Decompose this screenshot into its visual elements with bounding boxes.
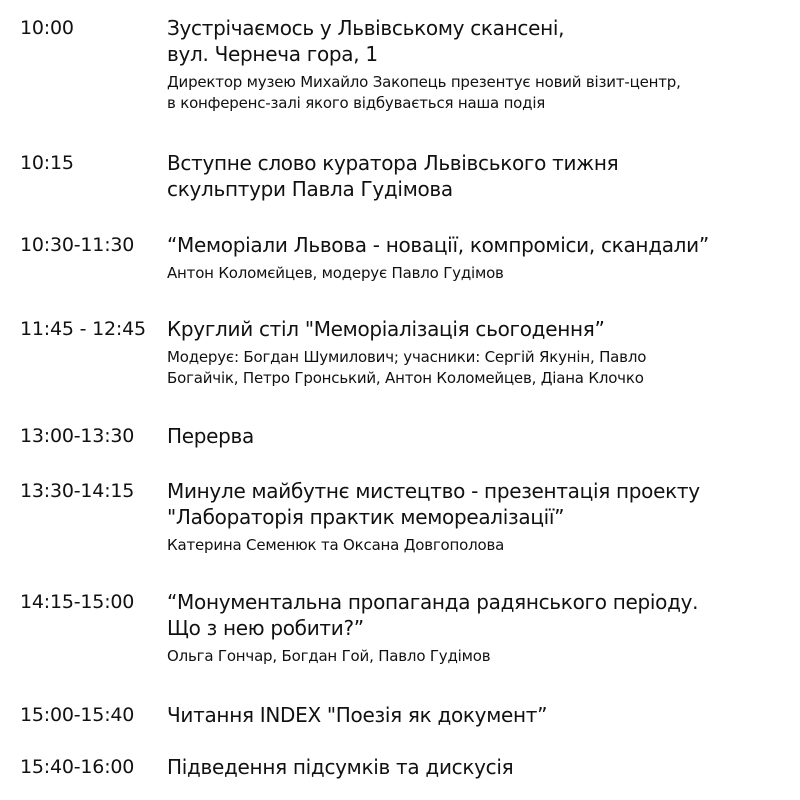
item-description (167, 263, 792, 284)
item-description (167, 646, 792, 667)
item-title-line: “Меморіали Львова - новації, компроміси, скандали” (167, 233, 709, 257)
item-title-line: Вступне слово куратора Львівського тижня (167, 151, 619, 175)
item-title-line: Минуле майбутнє мистецтво - презентація проекту (167, 479, 700, 503)
item-time: 13:30-14:15 (20, 480, 135, 502)
item-content (167, 15, 792, 114)
item-title-line: "Лабораторія практик мемореалізації” (167, 505, 565, 529)
item-title (167, 232, 792, 258)
item-description-line: Модерує: Богдан Шумилович; учасники: Сергій Якунін, Павло (167, 348, 647, 366)
item-time: 13:00-13:30 (20, 425, 135, 447)
item-title-line: Зустрічаємось у Львівському скансені, (167, 16, 565, 40)
item-title-line: Круглий стіл "Меморіалізація сьогодення” (167, 317, 605, 341)
item-title (167, 423, 792, 449)
item-description (167, 72, 792, 114)
item-description-line: Катерина Семенюк та Оксана Довгополова (167, 536, 505, 554)
item-content (167, 423, 792, 449)
item-time: 15:00-15:40 (20, 704, 135, 726)
item-content (167, 754, 792, 780)
item-title (167, 478, 792, 530)
item-content (167, 589, 792, 667)
item-description-line: Антон Коломєйцев, модерує Павло Гудімов (167, 264, 504, 282)
item-time: 14:15-15:00 (20, 591, 135, 613)
item-title-line: Перерва (167, 424, 254, 448)
item-content (167, 478, 792, 556)
item-description (167, 347, 792, 389)
item-title-line: Підведення підсумків та дискусія (167, 755, 514, 779)
item-title (167, 150, 792, 202)
item-content (167, 232, 792, 284)
item-title (167, 754, 792, 780)
item-time: 11:45 - 12:45 (20, 318, 146, 340)
item-time: 15:40-16:00 (20, 756, 135, 778)
item-title (167, 589, 792, 641)
item-title-line: “Монументальна пропаганда радянського періоду. (167, 590, 699, 614)
item-title (167, 316, 792, 342)
item-description-line: Богайчік, Петро Гронський, Антон Коломейцев, Діана Клочко (167, 369, 644, 387)
item-title-line: вул. Чернеча гора, 1 (167, 42, 378, 66)
item-content (167, 150, 792, 202)
item-title-line: скульптури Павла Гудімова (167, 177, 453, 201)
item-time: 10:30-11:30 (20, 234, 135, 256)
item-description (167, 535, 792, 556)
item-description-line: Ольга Гончар, Богдан Гой, Павло Гудімов (167, 647, 491, 665)
item-time: 10:15 (20, 152, 74, 174)
item-time: 10:00 (20, 17, 74, 39)
item-title (167, 702, 792, 728)
item-title (167, 15, 792, 67)
item-description-line: Директор музею Михайло Закопець презентує новий візит-центр, (167, 73, 681, 91)
item-content (167, 702, 792, 728)
item-content (167, 316, 792, 389)
item-title-line: Читання INDEX "Поезія як документ” (167, 703, 548, 727)
item-description-line: в конференс-залі якого відбувається наша подія (167, 94, 546, 112)
item-title-line: Що з нею робити?” (167, 616, 364, 640)
